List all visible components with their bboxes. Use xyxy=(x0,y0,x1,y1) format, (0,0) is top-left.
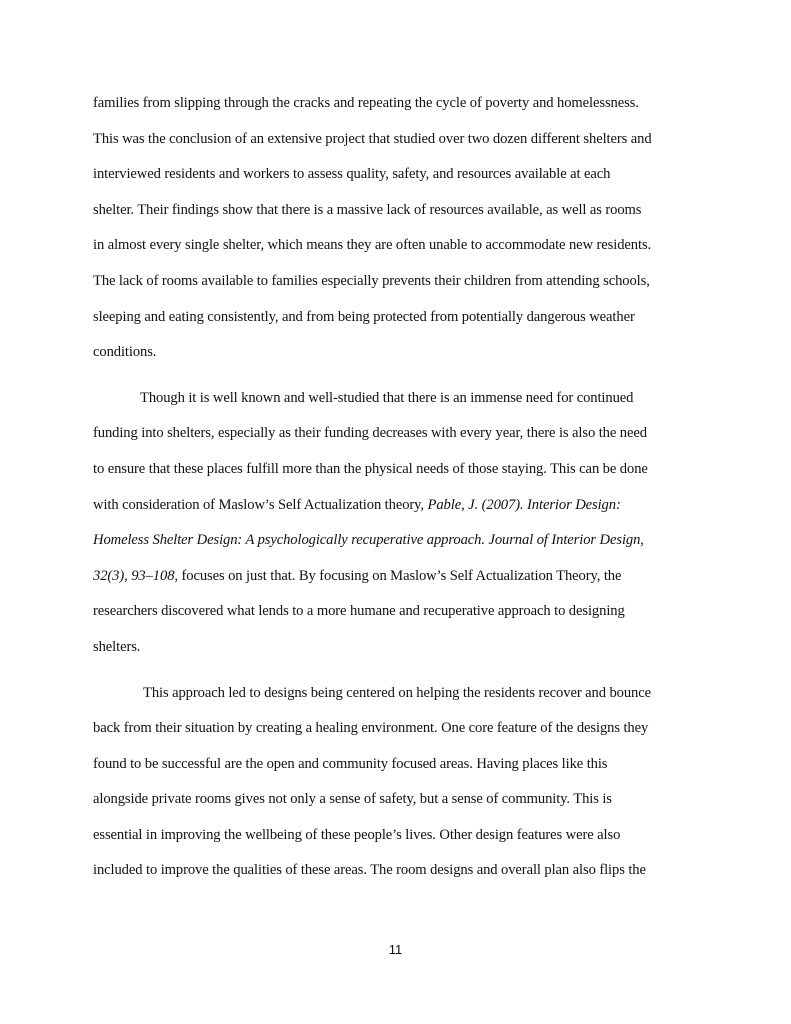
text-line: included to improve the qualities of these areas. The room designs and overall plan also flips the xyxy=(93,862,646,879)
paragraph-2 xyxy=(93,384,703,669)
text-line: conditions. xyxy=(93,344,157,361)
text-run: focuses on just that. By focusing on Maslow’s Self Actualization Theory, the xyxy=(177,567,622,584)
paragraph-1 xyxy=(93,89,703,374)
text-line: to ensure that these places fulfill more than the physical needs of those staying. This can be done xyxy=(93,460,648,477)
text-line: sleeping and eating consistently, and from being protected from potentially dangerous weather xyxy=(93,308,635,325)
citation-text: Homeless Shelter Design: A psychologically recuperative approach. Journal of Interior Design, xyxy=(93,532,644,549)
text-line: shelters. xyxy=(93,638,141,655)
text-line: families from slipping through the cracks and repeating the cycle of poverty and homelessness. xyxy=(93,95,639,111)
text-line: alongside private rooms gives not only a sense of safety, but a sense of community. This is xyxy=(93,791,612,808)
text-line: Though it is well known and well-studied that there is an immense need for continued xyxy=(140,389,634,406)
text-line xyxy=(93,526,703,562)
text-line: This was the conclusion of an extensive project that studied over two dozen different shelters and xyxy=(93,130,652,147)
citation-text: 32(3), 93–108, xyxy=(93,567,178,584)
text-line: found to be successful are the open and community focused areas. Having places like this xyxy=(93,755,608,772)
text-line: researchers discovered what lends to a more humane and recuperative approach to designing xyxy=(93,603,625,620)
text-line: essential in improving the wellbeing of these people’s lives. Other design features were also xyxy=(93,826,621,843)
text-line: in almost every single shelter, which means they are often unable to accommodate new residents. xyxy=(93,237,652,254)
text-line xyxy=(93,562,703,598)
citation-text: Pable, J. (2007). Interior Design: xyxy=(427,496,621,513)
text-line: shelter. Their findings show that there is a massive lack of resources available, as well as rooms xyxy=(93,201,642,218)
paragraph-3 xyxy=(93,679,703,893)
body-text xyxy=(93,89,703,892)
text-line: interviewed residents and workers to assess quality, safety, and resources available at each xyxy=(93,166,611,183)
text-line: back from their situation by creating a healing environment. One core feature of the designs they xyxy=(93,720,649,737)
text-line xyxy=(93,491,703,527)
text-run: with consideration of Maslow’s Self Actualization theory, xyxy=(93,496,428,513)
page-number: 11 xyxy=(388,942,403,957)
text-line: The lack of rooms available to families especially prevents their children from attending schools, xyxy=(93,272,650,289)
text-line: This approach led to designs being centered on helping the residents recover and bounce xyxy=(143,684,651,701)
text-line: funding into shelters, especially as their funding decreases with every year, there is also the need xyxy=(93,425,647,442)
